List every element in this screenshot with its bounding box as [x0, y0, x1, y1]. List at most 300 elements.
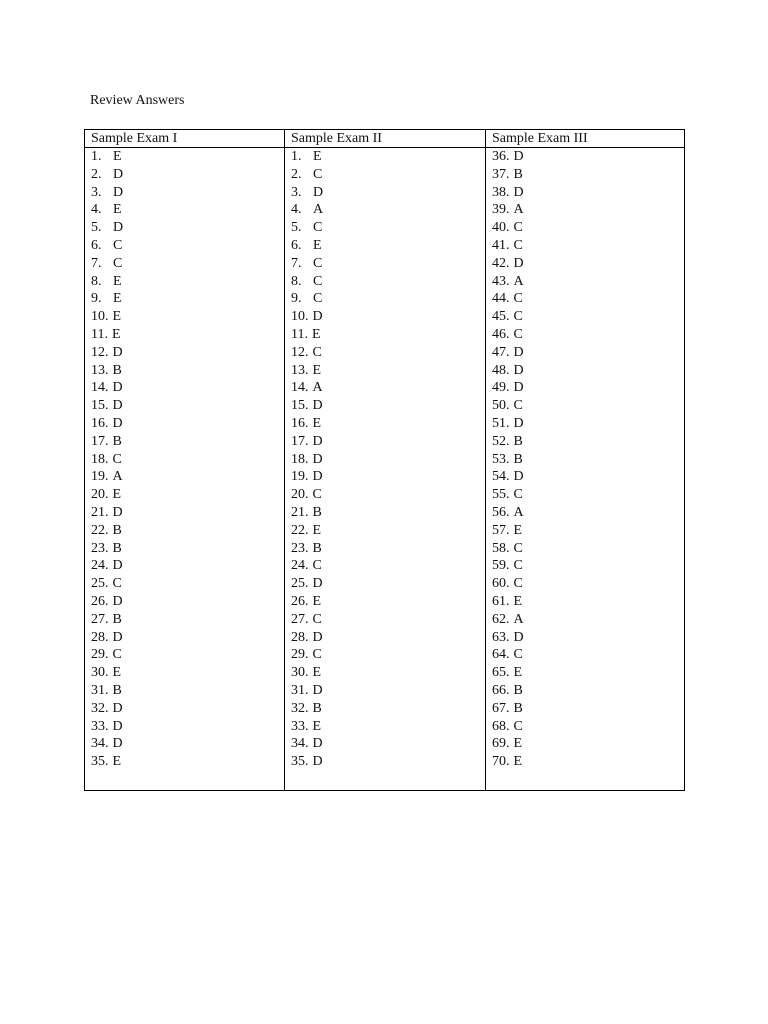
question-number: 29. — [91, 647, 109, 663]
answer-letter: B — [112, 362, 122, 378]
answer-letter: B — [513, 700, 523, 716]
answer-letter: D — [112, 700, 123, 716]
question-number: 20. — [291, 487, 309, 503]
answer-letter: A — [513, 202, 524, 218]
question-number: 9. — [291, 291, 302, 307]
question-number: 70. — [492, 754, 510, 770]
answer-letter: D — [113, 166, 124, 182]
question-number: 12. — [291, 344, 309, 360]
question-number: 43. — [492, 273, 510, 289]
answer-letter: E — [513, 736, 523, 752]
answer-letter: C — [312, 558, 322, 574]
answer-letter: A — [312, 380, 323, 396]
answer-row — [91, 646, 284, 664]
answer-row — [291, 166, 485, 184]
question-number: 12. — [91, 344, 109, 360]
answer-row — [91, 593, 284, 611]
question-number: 52. — [492, 433, 510, 449]
question-number: 40. — [492, 220, 510, 236]
answer-letter: C — [112, 576, 122, 592]
answer-row — [91, 629, 284, 647]
answer-letter: B — [112, 433, 122, 449]
question-number: 37. — [492, 166, 510, 182]
answer-row — [492, 540, 684, 558]
question-number: 56. — [492, 504, 510, 520]
answer-letter: D — [112, 736, 123, 752]
question-number: 67. — [492, 700, 510, 716]
question-number: 59. — [492, 558, 510, 574]
question-number: 2. — [291, 166, 302, 182]
answer-row — [291, 451, 485, 469]
answer-letter: E — [112, 754, 122, 770]
answer-letter: B — [312, 504, 322, 520]
question-number: 48. — [492, 362, 510, 378]
answer-letter: C — [513, 576, 523, 592]
answer-letter: E — [513, 522, 523, 538]
answer-letter: C — [513, 220, 523, 236]
answer-letter: E — [112, 665, 122, 681]
question-number: 34. — [91, 736, 109, 752]
question-number: 27. — [291, 611, 309, 627]
question-number: 10. — [91, 309, 109, 325]
column-header: Sample Exam II — [285, 130, 485, 148]
answer-row — [91, 718, 284, 736]
answer-letter: E — [312, 593, 322, 609]
answer-letter: C — [513, 291, 523, 307]
answer-row — [492, 237, 684, 255]
answer-row — [291, 326, 485, 344]
question-number: 15. — [291, 398, 309, 414]
answer-letter: D — [312, 576, 323, 592]
answer-row — [492, 344, 684, 362]
answer-letter: B — [513, 433, 523, 449]
answer-letter: E — [113, 291, 122, 307]
answer-row — [492, 486, 684, 504]
answer-letter: E — [112, 309, 122, 325]
column-header: Sample Exam III — [486, 130, 684, 148]
answer-row — [91, 166, 284, 184]
question-number: 34. — [291, 736, 309, 752]
column-sample-exam-1 — [85, 130, 285, 790]
question-number: 7. — [291, 255, 302, 271]
answer-row — [91, 611, 284, 629]
question-number: 66. — [492, 682, 510, 698]
answer-letter: B — [312, 540, 322, 556]
answer-letter: E — [112, 487, 122, 503]
question-number: 41. — [492, 237, 510, 253]
question-number: 35. — [91, 754, 109, 770]
answer-row — [91, 486, 284, 504]
answer-row — [91, 415, 284, 433]
question-number: 23. — [91, 540, 109, 556]
question-number: 69. — [492, 736, 510, 752]
answer-row — [492, 593, 684, 611]
answer-row — [291, 504, 485, 522]
answer-row — [492, 468, 684, 486]
answer-letter: C — [313, 220, 323, 236]
answer-letter: A — [112, 469, 123, 485]
question-number: 18. — [291, 451, 309, 467]
answer-row — [492, 682, 684, 700]
answer-letter: C — [513, 237, 523, 253]
question-number: 14. — [91, 380, 109, 396]
answer-row — [492, 219, 684, 237]
answer-row — [492, 557, 684, 575]
question-number: 9. — [91, 291, 102, 307]
question-number: 38. — [492, 184, 510, 200]
answer-row — [91, 308, 284, 326]
answer-letter: D — [312, 682, 323, 698]
answer-row — [291, 700, 485, 718]
question-number: 4. — [291, 202, 302, 218]
question-number: 5. — [291, 220, 302, 236]
answer-row — [291, 540, 485, 558]
answer-row — [91, 540, 284, 558]
answer-row — [291, 753, 485, 771]
answer-letter: E — [113, 202, 122, 218]
answer-letter: C — [112, 647, 122, 663]
answer-row — [291, 362, 485, 380]
answer-letter: D — [312, 469, 323, 485]
question-number: 26. — [91, 593, 109, 609]
question-number: 49. — [492, 380, 510, 396]
question-number: 64. — [492, 647, 510, 663]
answer-row — [492, 433, 684, 451]
answer-letter: D — [312, 309, 323, 325]
answer-letter: A — [313, 202, 324, 218]
answer-row — [291, 575, 485, 593]
answer-row — [291, 557, 485, 575]
answer-letter: B — [513, 166, 523, 182]
question-number: 26. — [291, 593, 309, 609]
answer-row — [291, 184, 485, 202]
answer-row — [492, 362, 684, 380]
question-number: 21. — [91, 504, 109, 520]
question-number: 45. — [492, 309, 510, 325]
question-number: 27. — [91, 611, 109, 627]
answer-letter: C — [312, 611, 322, 627]
question-number: 5. — [91, 220, 102, 236]
answer-row — [492, 522, 684, 540]
answer-row — [291, 379, 485, 397]
question-number: 16. — [291, 415, 309, 431]
answer-row — [291, 148, 485, 166]
answer-letter: D — [513, 380, 524, 396]
answer-letter: D — [112, 398, 123, 414]
answer-letter: D — [113, 184, 124, 200]
answer-row — [291, 397, 485, 415]
answer-row — [291, 486, 485, 504]
answer-row — [492, 718, 684, 736]
answer-row — [492, 753, 684, 771]
answer-letter: D — [312, 433, 323, 449]
page-title: Review Answers — [90, 93, 185, 108]
question-number: 1. — [91, 149, 102, 164]
answer-letter: A — [513, 504, 524, 520]
question-number: 11. — [91, 326, 108, 342]
answer-row — [91, 379, 284, 397]
question-number: 57. — [492, 522, 510, 538]
answer-letter: C — [313, 255, 323, 271]
question-number: 58. — [492, 540, 510, 556]
answer-letter: D — [513, 362, 524, 378]
answer-letter: D — [312, 754, 323, 770]
question-number: 31. — [91, 682, 109, 698]
answer-row — [91, 468, 284, 486]
answer-letter: D — [112, 558, 123, 574]
answer-row — [291, 735, 485, 753]
answer-letter: C — [312, 344, 322, 360]
question-number: 18. — [91, 451, 109, 467]
question-number: 6. — [291, 237, 302, 253]
answer-row — [291, 718, 485, 736]
answer-letter: E — [312, 362, 322, 378]
question-number: 47. — [492, 344, 510, 360]
answer-letter: E — [113, 149, 122, 164]
answer-row — [91, 433, 284, 451]
question-number: 42. — [492, 255, 510, 271]
question-number: 13. — [91, 362, 109, 378]
answer-letter: E — [513, 593, 523, 609]
answer-list — [85, 148, 284, 771]
question-number: 28. — [291, 629, 309, 645]
column-sample-exam-2 — [285, 130, 486, 790]
answer-row — [492, 397, 684, 415]
answer-letter: C — [513, 558, 523, 574]
question-number: 50. — [492, 398, 510, 414]
answer-letter: B — [112, 540, 122, 556]
answer-row — [91, 451, 284, 469]
answer-row — [291, 201, 485, 219]
answer-letter: D — [513, 149, 524, 164]
answer-letter: D — [312, 629, 323, 645]
question-number: 61. — [492, 593, 510, 609]
answer-row — [492, 735, 684, 753]
answer-row — [291, 433, 485, 451]
answer-row — [492, 504, 684, 522]
answer-row — [91, 219, 284, 237]
answer-row — [91, 700, 284, 718]
question-number: 25. — [91, 576, 109, 592]
answer-row — [91, 201, 284, 219]
answer-row — [91, 753, 284, 771]
answer-letter: E — [313, 149, 322, 164]
question-number: 19. — [291, 469, 309, 485]
question-number: 10. — [291, 309, 309, 325]
answer-row — [91, 664, 284, 682]
answer-row — [492, 379, 684, 397]
question-number: 60. — [492, 576, 510, 592]
question-number: 33. — [91, 718, 109, 734]
answer-row — [492, 451, 684, 469]
answer-letter: C — [513, 718, 523, 734]
question-number: 24. — [91, 558, 109, 574]
answer-letter: A — [513, 611, 524, 627]
question-number: 36. — [492, 149, 510, 164]
question-number: 39. — [492, 202, 510, 218]
answer-letter: D — [513, 629, 524, 645]
column-sample-exam-3 — [486, 130, 684, 790]
question-number: 31. — [291, 682, 309, 698]
question-number: 14. — [291, 380, 309, 396]
question-number: 1. — [291, 149, 302, 164]
answer-letter: D — [312, 736, 323, 752]
question-number: 2. — [91, 166, 102, 182]
answer-letter: D — [513, 184, 524, 200]
answer-row — [291, 646, 485, 664]
answer-letter: B — [112, 682, 122, 698]
answer-letter: D — [112, 593, 123, 609]
answer-letter: E — [313, 237, 322, 253]
answer-row — [91, 362, 284, 380]
answer-row — [291, 682, 485, 700]
answer-letter: C — [113, 237, 123, 253]
answer-row — [492, 201, 684, 219]
answer-row — [492, 290, 684, 308]
answer-row — [91, 735, 284, 753]
answer-letter: D — [112, 718, 123, 734]
answer-row — [291, 344, 485, 362]
answer-letter: B — [513, 682, 523, 698]
answer-letter: C — [113, 255, 123, 271]
question-number: 21. — [291, 504, 309, 520]
question-number: 22. — [91, 522, 109, 538]
answer-list — [486, 148, 684, 771]
answer-letter: C — [513, 647, 523, 663]
answer-letter: B — [312, 700, 322, 716]
answer-row — [492, 629, 684, 647]
answer-letter: A — [513, 273, 524, 289]
question-number: 8. — [91, 273, 102, 289]
answer-letter: C — [513, 540, 523, 556]
question-number: 44. — [492, 291, 510, 307]
question-number: 6. — [91, 237, 102, 253]
question-number: 30. — [291, 665, 309, 681]
answer-row — [291, 664, 485, 682]
question-number: 55. — [492, 487, 510, 503]
answer-row — [492, 273, 684, 291]
answer-letter: B — [112, 611, 122, 627]
answer-row — [492, 415, 684, 433]
answer-list — [285, 148, 485, 771]
answer-row — [91, 522, 284, 540]
answer-row — [492, 166, 684, 184]
question-number: 30. — [91, 665, 109, 681]
answer-row — [492, 611, 684, 629]
answer-letter: E — [312, 522, 322, 538]
question-number: 17. — [291, 433, 309, 449]
question-number: 8. — [291, 273, 302, 289]
answer-letter: C — [513, 309, 523, 325]
answer-letter: E — [312, 718, 322, 734]
answer-letter: D — [112, 415, 123, 431]
answer-letter: E — [312, 665, 322, 681]
question-number: 24. — [291, 558, 309, 574]
answer-row — [492, 184, 684, 202]
answer-row — [492, 308, 684, 326]
answer-row — [291, 522, 485, 540]
column-header: Sample Exam I — [85, 130, 284, 148]
question-number: 23. — [291, 540, 309, 556]
answer-letter: E — [311, 326, 321, 342]
answer-letter: D — [112, 344, 123, 360]
answer-row — [291, 308, 485, 326]
question-number: 3. — [91, 184, 102, 200]
answer-letter: C — [513, 398, 523, 414]
answer-row — [91, 273, 284, 291]
answer-letter: D — [513, 415, 524, 431]
answer-key-table — [84, 129, 685, 791]
answer-row — [291, 219, 485, 237]
question-number: 16. — [91, 415, 109, 431]
answer-letter: C — [312, 647, 322, 663]
question-number: 15. — [91, 398, 109, 414]
answer-letter: D — [312, 398, 323, 414]
answer-letter: D — [312, 451, 323, 467]
answer-row — [91, 344, 284, 362]
answer-row — [492, 255, 684, 273]
answer-letter: D — [513, 469, 524, 485]
answer-letter: D — [113, 220, 124, 236]
question-number: 35. — [291, 754, 309, 770]
question-number: 22. — [291, 522, 309, 538]
answer-row — [91, 504, 284, 522]
question-number: 20. — [91, 487, 109, 503]
question-number: 54. — [492, 469, 510, 485]
question-number: 62. — [492, 611, 510, 627]
question-number: 63. — [492, 629, 510, 645]
answer-row — [91, 237, 284, 255]
answer-row — [91, 148, 284, 166]
answer-letter: E — [312, 415, 322, 431]
answer-row — [291, 273, 485, 291]
answer-row — [91, 290, 284, 308]
answer-row — [492, 148, 684, 166]
answer-row — [91, 255, 284, 273]
question-number: 51. — [492, 415, 510, 431]
answer-row — [291, 593, 485, 611]
question-number: 68. — [492, 718, 510, 734]
answer-letter: C — [313, 291, 323, 307]
question-number: 32. — [291, 700, 309, 716]
answer-letter: D — [112, 629, 123, 645]
answer-letter: D — [112, 504, 123, 520]
question-number: 53. — [492, 451, 510, 467]
answer-row — [291, 415, 485, 433]
answer-row — [492, 575, 684, 593]
answer-letter: C — [112, 451, 122, 467]
answer-letter: D — [513, 255, 524, 271]
question-number: 28. — [91, 629, 109, 645]
question-number: 25. — [291, 576, 309, 592]
answer-row — [91, 682, 284, 700]
answer-row — [492, 646, 684, 664]
answer-letter: C — [513, 326, 523, 342]
answer-row — [91, 575, 284, 593]
question-number: 46. — [492, 326, 510, 342]
question-number: 17. — [91, 433, 109, 449]
question-number: 65. — [492, 665, 510, 681]
answer-letter: C — [513, 487, 523, 503]
answer-row — [492, 700, 684, 718]
answer-row — [291, 468, 485, 486]
question-number: 33. — [291, 718, 309, 734]
question-number: 3. — [291, 184, 302, 200]
question-number: 4. — [91, 202, 102, 218]
answer-letter: D — [313, 184, 324, 200]
answer-row — [91, 397, 284, 415]
answer-letter: C — [313, 166, 323, 182]
